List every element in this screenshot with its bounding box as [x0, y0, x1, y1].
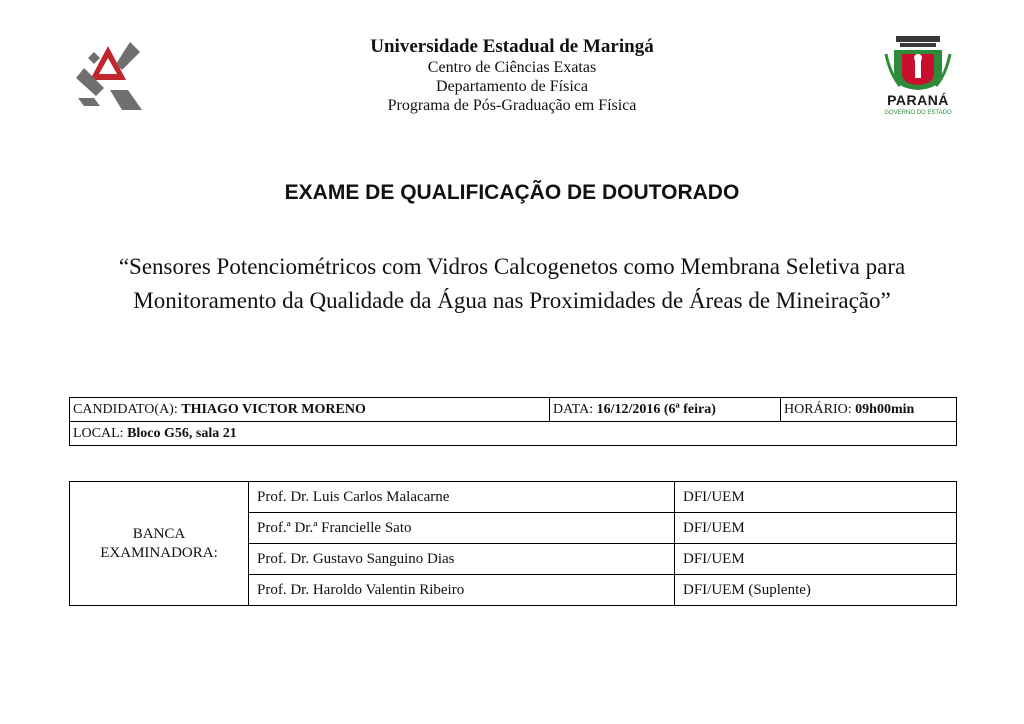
exam-title: EXAME DE QUALIFICAÇÃO DE DOUTORADO — [284, 181, 740, 204]
table-row — [70, 422, 957, 446]
location-value: Bloco G56, sala 21 — [127, 425, 237, 441]
time-value: 09h00min — [855, 401, 915, 417]
institution-header — [250, 35, 774, 115]
uem-logo-icon — [70, 38, 146, 120]
parana-logo — [880, 34, 956, 124]
board-label-line-2: EXAMINADORA: — [100, 544, 218, 561]
candidate-cell — [70, 398, 550, 422]
board-label — [70, 482, 249, 606]
thesis-title — [60, 250, 964, 318]
parana-logo-name: PARANÁ — [887, 92, 949, 108]
department-name: Departamento de Física — [436, 78, 588, 95]
member-name: Prof.ª Dr.ª Francielle Sato — [249, 513, 675, 544]
uem-logo — [70, 38, 146, 120]
location-cell — [70, 422, 957, 446]
member-name: Prof. Dr. Luis Carlos Malacarne — [249, 482, 675, 513]
member-name: Prof. Dr. Haroldo Valentin Ribeiro — [249, 575, 675, 606]
parana-coat-of-arms-icon — [880, 34, 956, 92]
candidate-label: CANDIDATO(A): — [73, 401, 178, 417]
time-label: HORÁRIO: — [784, 401, 852, 417]
member-name: Prof. Dr. Gustavo Sanguino Dias — [249, 544, 675, 575]
program-name: Programa de Pós-Graduação em Física — [387, 97, 637, 114]
member-affiliation: DFI/UEM — [675, 482, 957, 513]
member-affiliation: DFI/UEM — [675, 513, 957, 544]
table-row — [70, 398, 957, 422]
university-name: Universidade Estadual de Maringá — [370, 36, 654, 57]
date-cell — [550, 398, 781, 422]
candidate-value: THIAGO VICTOR MORENO — [181, 401, 366, 417]
parana-logo-subtitle: GOVERNO DO ESTADO — [884, 110, 952, 116]
location-label: LOCAL: — [73, 425, 124, 441]
examination-board-table — [69, 481, 957, 606]
thesis-title-line-1: “Sensores Potenciométricos com Vidros Calcogenetos como Membrana Seletiva para — [118, 254, 906, 279]
date-label: DATA: — [553, 401, 594, 417]
member-affiliation: DFI/UEM — [675, 544, 957, 575]
board-label-line-1: BANCA — [132, 525, 186, 542]
thesis-title-line-2: Monitoramento da Qualidade da Água nas Proximidades de Áreas de Mineiração” — [133, 288, 891, 313]
date-value: 16/12/2016 (6ª feira) — [596, 401, 716, 417]
time-cell — [781, 398, 957, 422]
center-name: Centro de Ciências Exatas — [427, 59, 597, 76]
table-row — [70, 482, 957, 513]
exam-info-table — [69, 397, 957, 446]
member-affiliation: DFI/UEM (Suplente) — [675, 575, 957, 606]
